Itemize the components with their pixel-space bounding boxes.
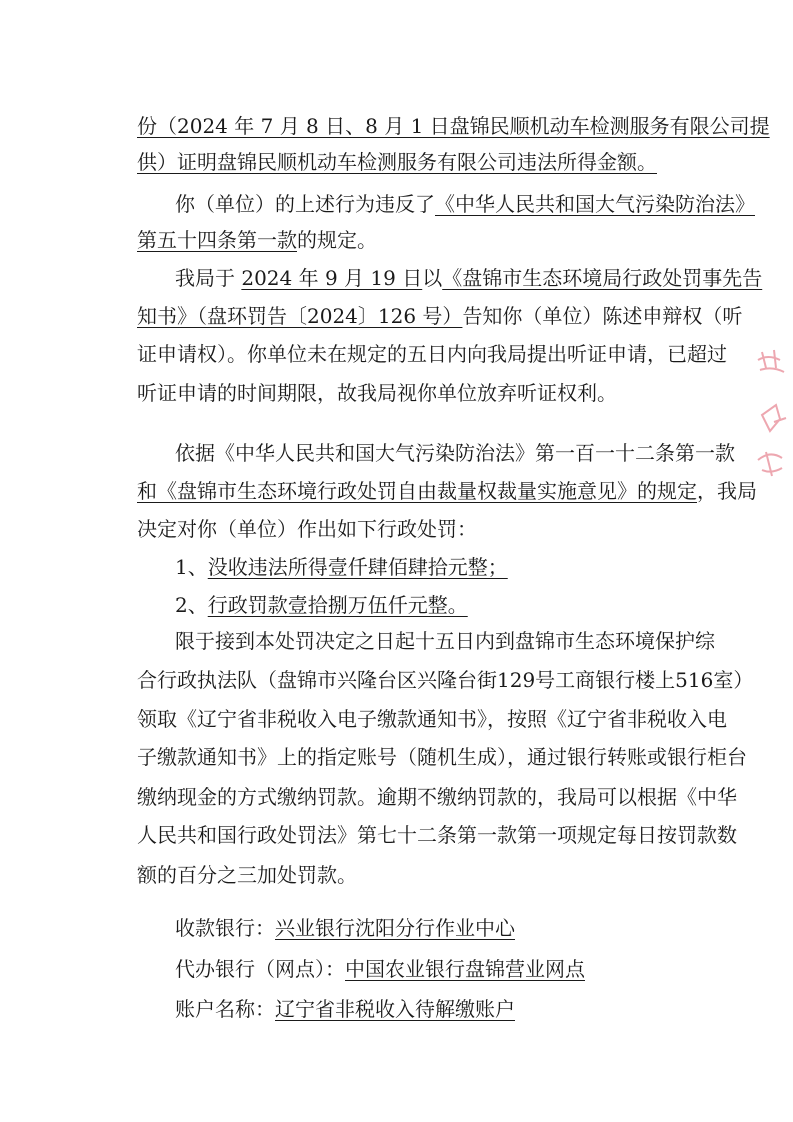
text-line: [175, 439, 735, 467]
underlined-text: 没收违法所得壹仟肆佰肆拾元整；: [207, 555, 508, 579]
text-segment: 子缴款通知书》上的指定账号（随机生成），通过银行转账或银行柜台: [137, 745, 747, 769]
underlined-text: 份（2024 年 7 月 8 日、8 月 1 日盘锦民顺机动车检测服务有限公司提: [137, 114, 770, 138]
underlined-text: 行政罚款壹拾捌万伍仟元整。: [207, 593, 468, 617]
text-line: [137, 743, 747, 771]
text-line: [137, 148, 657, 176]
text-segment: 的规定。: [297, 228, 377, 252]
text-line: [137, 666, 753, 694]
text-segment: 领取《辽宁省非税收入电子缴款通知书》，按照《辽宁省非税收入电: [137, 707, 727, 731]
text-line: [175, 264, 762, 292]
official-seal-fragment: [752, 330, 793, 490]
text-segment: 我局于: [175, 266, 242, 290]
text-line: [137, 302, 742, 330]
underlined-text: 第五十四条第一款: [137, 228, 297, 252]
text-segment: 决定对你（单位）作出如下行政处罚：: [137, 517, 477, 541]
text-line: [175, 995, 515, 1023]
text-line: [137, 861, 357, 889]
underlined-text: 2024 年 9 月 19 日: [241, 266, 423, 290]
text-line: [137, 783, 737, 811]
text-line: [137, 477, 757, 505]
underlined-text: 知书》（盘环罚告〔2024〕126 号）: [137, 304, 463, 328]
underlined-text: 兴业银行沈阳分行作业中心: [275, 916, 515, 940]
underlined-text: 《盘锦市生态环境局行政处罚事先告: [442, 266, 763, 290]
text-segment: 听证申请的时间期限，故我局视你单位放弃听证权利。: [137, 381, 617, 405]
text-segment: 限于接到本处罚决定之日起十五日内到盘锦市生态环境保护综: [175, 629, 715, 653]
text-line: [137, 705, 727, 733]
text-segment: 合行政执法队（盘锦市兴隆台区兴隆台街129号工商银行楼上516室）: [137, 668, 754, 692]
text-segment: 缴纳现金的方式缴纳罚款。逾期不缴纳罚款的，我局可以根据《中华: [137, 785, 737, 809]
underlined-text: 和《盘锦市生态环境行政处罚自由裁量权裁量实施意见》的规定: [137, 479, 697, 503]
text-segment: 证申请权）。你单位未在规定的五日内向我局提出听证申请，已超过: [137, 342, 727, 366]
text-segment: 账户名称：: [175, 997, 275, 1021]
text-segment: 收款银行：: [175, 916, 275, 940]
text-line: [175, 553, 508, 581]
text-segment: 代办银行（网点）：: [175, 957, 345, 981]
text-line: [137, 340, 727, 368]
text-line: [175, 190, 755, 218]
text-segment: 告知你（单位）陈述申辩权（听: [462, 304, 743, 328]
text-line: [137, 821, 737, 849]
underlined-text: 供）证明盘锦民顺机动车检测服务有限公司违法所得金额。: [137, 150, 657, 174]
text-line: [175, 627, 715, 655]
text-segment: 依据《中华人民共和国大气污染防治法》第一百一十二条第一款: [175, 441, 735, 465]
underlined-text: 辽宁省非税收入待解缴账户: [275, 997, 515, 1021]
text-segment: 额的百分之三加处罚款。: [137, 863, 357, 887]
text-line: [137, 379, 617, 407]
text-line: [137, 515, 477, 543]
text-segment: ，我局: [697, 479, 757, 503]
underlined-text: 《中华人民共和国大气污染防治法》: [435, 192, 755, 216]
text-line: [175, 914, 515, 942]
text-line: [175, 955, 585, 983]
text-line: [137, 112, 770, 140]
text-line: [175, 591, 468, 619]
underlined-text: 中国农业银行盘锦营业网点: [345, 957, 585, 981]
text-line: [137, 226, 377, 254]
text-segment: 2、: [175, 593, 208, 617]
text-segment: 1、: [175, 555, 208, 579]
text-segment: 人民共和国行政处罚法》第七十二条第一款第一项规定每日按罚款数: [137, 823, 737, 847]
text-segment: 你（单位）的上述行为违反了: [175, 192, 435, 216]
text-segment: 以: [422, 266, 443, 290]
